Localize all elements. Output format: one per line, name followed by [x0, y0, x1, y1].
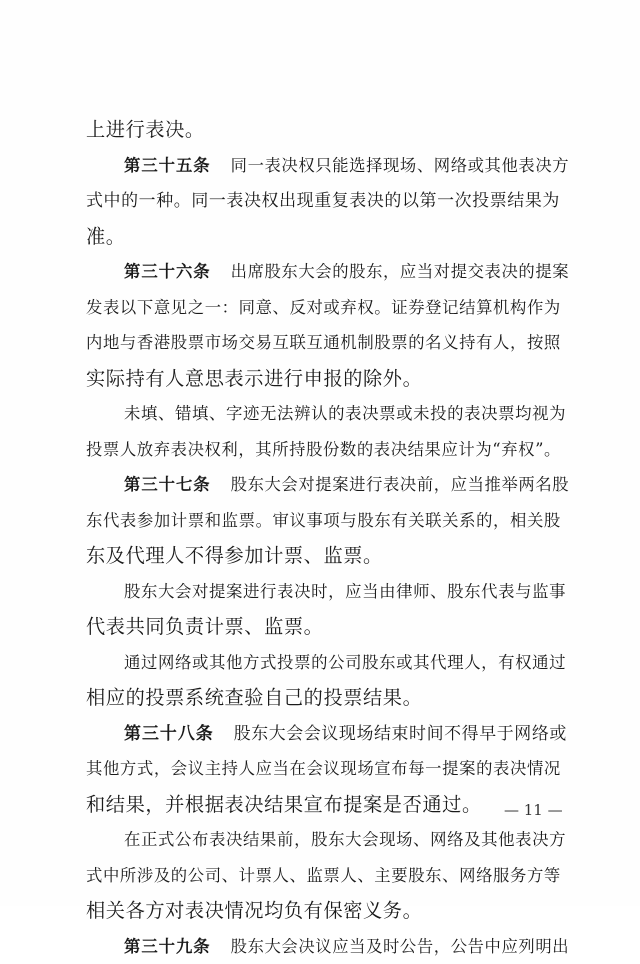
text-line: [86, 219, 556, 255]
line-text: 未填、错填、字迹无法辨认的表决票或未投的表决票均视为: [124, 404, 566, 423]
line-text: 在正式公布表决结果前，股东大会现场、网络及其他表决方: [124, 830, 566, 849]
text-line: [86, 538, 556, 574]
line-text: 相关各方对表决情况均负有保密义务。: [86, 899, 422, 922]
line-text: 股东大会会议现场结束时间不得早于网络或: [234, 723, 567, 743]
line-text: 股东大会决议应当及时公告，公告中应列明出: [231, 937, 570, 956]
line-text: 内地与香港股票市场交易互联互通机制股票的名义持有人，按照: [86, 333, 561, 352]
line-text: 式中所涉及的公司、计票人、监票人、主要股东、网络服务方等: [86, 866, 561, 885]
line-text: 通过网络或其他方式投票的公司股东或其代理人，有权通过: [124, 653, 566, 672]
line-text: 和结果，并根据表决结果宣布提案是否通过。: [86, 793, 482, 816]
text-line: [86, 716, 556, 752]
text-line: [86, 290, 556, 326]
line-text: 实际持有人意思表示进行申报的除外。: [86, 367, 422, 390]
text-line: [86, 254, 556, 290]
line-text: 其他方式，会议主持人应当在会议现场宣布每一提案的表决情况: [86, 759, 561, 778]
line-text: 股东大会对提案进行表决时，应当由律师、股东代表与监事: [124, 582, 566, 601]
text-line: [86, 432, 556, 468]
text-line: [86, 929, 556, 964]
line-text: 同一表决权只能选择现场、网络或其他表决方: [231, 156, 570, 175]
text-line: [86, 787, 556, 823]
text-line: [86, 503, 556, 539]
line-text: 投票人放弃表决权利，其所持股份数的表决结果应计为“弃权”。: [86, 440, 561, 459]
line-text: 代表共同负责计票、监票。: [86, 615, 323, 638]
article-heading: 第三十七条: [124, 475, 211, 494]
text-line: [86, 396, 556, 432]
article-heading: 第三十八条: [124, 723, 214, 743]
text-line: [86, 609, 556, 645]
line-text: 股东大会对提案进行表决前，应当推举两名股: [231, 475, 570, 494]
article-heading: 第三十六条: [124, 262, 211, 281]
text-line: [86, 325, 556, 361]
text-line: [86, 893, 556, 929]
line-text: 发表以下意见之一：同意、反对或弃权。证券登记结算机构作为: [86, 298, 561, 317]
text-line: [86, 858, 556, 894]
text-line: [86, 574, 556, 610]
article-heading: 第三十九条: [124, 937, 211, 956]
text-line: [86, 148, 556, 184]
line-text: 相应的投票系统查验自己的投票结果。: [86, 686, 422, 709]
line-text: 上进行表决。: [86, 118, 205, 141]
text-line: [86, 645, 556, 681]
text-line: [86, 822, 556, 858]
line-text: 准。: [86, 225, 126, 248]
line-text: 东及代理人不得参加计票、监票。: [86, 544, 383, 567]
line-text: 式中的一种。同一表决权出现重复表决的以第一次投票结果为: [86, 190, 560, 210]
text-line: [86, 183, 556, 219]
article-heading: 第三十五条: [124, 156, 211, 175]
text-line: [86, 751, 556, 787]
text-line: [86, 680, 556, 716]
line-text: 出席股东大会的股东，应当对提交表决的提案: [231, 262, 570, 281]
text-line: [86, 467, 556, 503]
text-line: [86, 361, 556, 397]
line-text: 东代表参加计票和监票。审议事项与股东有关联关系的，相关股: [86, 511, 561, 530]
text-line: [86, 112, 556, 148]
document-body: [86, 112, 556, 964]
page-number: — 11 —: [504, 800, 574, 820]
